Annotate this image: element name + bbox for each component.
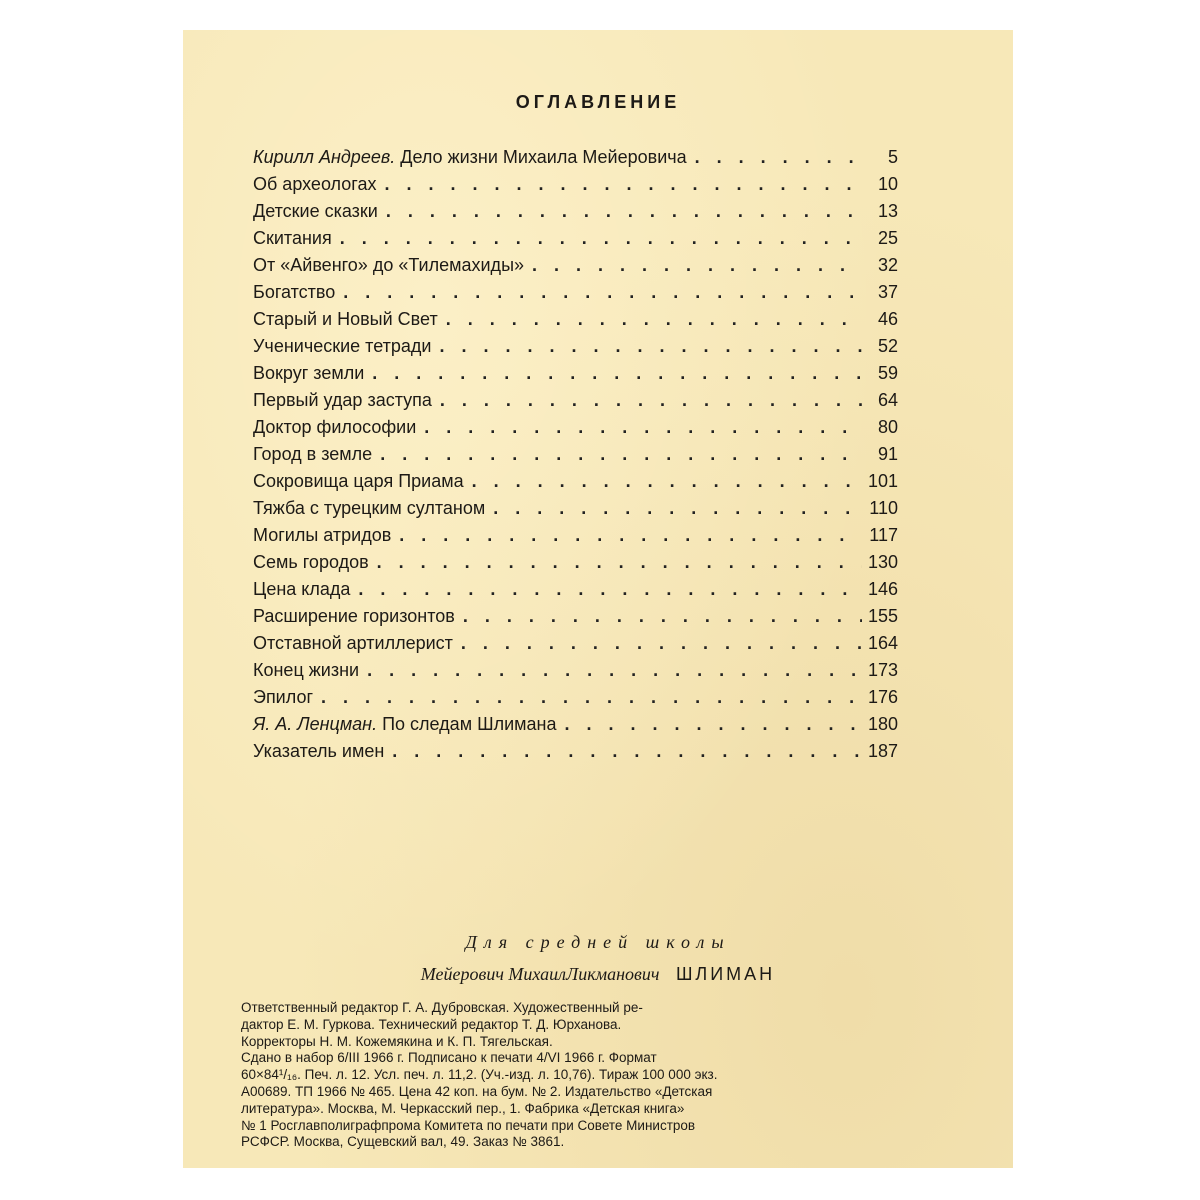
toc-entry-page: 176 <box>867 687 898 707</box>
toc-entry-text <box>253 336 439 357</box>
toc-entry-author: Кирилл Андреев. <box>253 147 396 167</box>
toc-entry-title: Детские сказки <box>253 201 378 221</box>
dot-leader <box>343 283 862 301</box>
toc-entry <box>253 174 898 201</box>
toc-entry-page: 173 <box>867 660 898 680</box>
toc-entry-text <box>253 309 446 330</box>
toc-entry-author: Я. А. Ленцман. <box>253 714 378 734</box>
dot-leader <box>461 634 862 652</box>
toc-entry-text <box>253 390 440 411</box>
dot-leader <box>446 310 862 328</box>
toc-entry-title: Доктор философии <box>253 417 417 437</box>
toc-entry-text <box>253 714 564 735</box>
toc-entry-title: Тяжба с турецким султаном <box>253 498 486 518</box>
toc-entry <box>253 714 898 741</box>
toc-entry-page: 37 <box>877 282 898 302</box>
toc-title: ОГЛАВЛЕНИЕ <box>515 92 681 112</box>
toc-entry <box>253 417 898 444</box>
toc-entry-title: Об археологах <box>253 174 377 194</box>
toc-entry-title: Эпилог <box>253 687 314 707</box>
toc-entry-title: Расширение горизонтов <box>253 606 455 626</box>
toc-entry <box>253 579 898 606</box>
toc-entry-text <box>253 147 695 168</box>
toc-entry-page: 64 <box>877 390 898 410</box>
toc-entry-title: Первый удар заступа <box>253 390 432 410</box>
toc-entry <box>253 282 898 309</box>
toc-entry-title: Цена клада <box>253 579 351 599</box>
toc-entry-text <box>253 282 343 303</box>
toc-entry <box>253 498 898 525</box>
toc-entry-page: 101 <box>867 471 898 491</box>
toc-entry-page: 180 <box>867 714 898 734</box>
toc-entry-text <box>253 552 377 573</box>
toc-entry <box>253 390 898 417</box>
toc-entry-page: 5 <box>887 147 898 167</box>
imprint-line: дактор Е. М. Гуркова. Технический редактор Т. Д. Юрханова. <box>241 1016 622 1032</box>
dot-leader <box>340 229 862 247</box>
imprint-line: 60×84¹/₁₆. Печ. л. 12. Усл. печ. л. 11,2. (Уч.-изд. л. 10,76). Тираж 100 000 экз. <box>241 1067 718 1083</box>
toc-entry-text <box>253 606 463 627</box>
toc-entry-text <box>253 741 392 762</box>
toc-entry <box>253 660 898 687</box>
toc-entry <box>253 228 898 255</box>
toc-entry-page: 146 <box>867 579 898 599</box>
toc-entry-text <box>253 525 399 546</box>
toc-entry-text <box>253 444 380 465</box>
toc-entry-title: Дело жизни Михаила Мейеровича <box>400 147 687 167</box>
author-name: Мейерович МихаилЛикманович <box>420 964 660 984</box>
imprint-line: Сдано в набор 6/III 1966 г. Подписано к печати 4/VI 1966 г. Формат <box>241 1050 657 1066</box>
toc-entry-text <box>253 498 493 519</box>
toc-entry-text <box>253 417 424 438</box>
toc-entry <box>253 201 898 228</box>
toc-entry-title: Отставной артиллерист <box>253 633 453 653</box>
toc-entry-title: Богатство <box>253 282 336 302</box>
dot-leader <box>386 202 862 220</box>
toc-entry-title: Старый и Новый Свет <box>253 309 438 329</box>
toc-entry-page: 110 <box>869 498 898 518</box>
book-title: ШЛИМАН <box>675 964 776 984</box>
dot-leader <box>695 148 862 166</box>
dot-leader <box>463 607 862 625</box>
imprint-line: литература». Москва, М. Черкасский пер., 1. Фабрика «Детская книга» <box>241 1100 685 1116</box>
toc-entry-page: 130 <box>867 552 898 572</box>
book-page <box>183 30 1013 1168</box>
toc-entry-title: Сокровища царя Приама <box>253 471 464 491</box>
author-title-line <box>183 964 1013 985</box>
toc-entry <box>253 336 898 363</box>
toc-entry-title: Семь городов <box>253 552 369 572</box>
imprint-line: Ответственный редактор Г. А. Дубровская. Художественный ре- <box>241 1000 643 1015</box>
toc-entry <box>253 309 898 336</box>
toc-entry-page: 117 <box>869 525 898 545</box>
dot-leader <box>472 472 862 490</box>
toc-entry <box>253 363 898 390</box>
imprint-block <box>241 1000 891 1151</box>
toc-entry-text <box>253 255 532 276</box>
toc-entry <box>253 147 898 174</box>
toc-entry-page: 46 <box>877 309 898 329</box>
toc-entry-text <box>253 579 358 600</box>
toc-entry-page: 52 <box>877 336 898 356</box>
toc-entry-text <box>253 228 340 249</box>
toc-entry-page: 80 <box>877 417 898 437</box>
toc-entry-text <box>253 174 384 195</box>
dot-leader <box>424 418 862 436</box>
toc-entry <box>253 606 898 633</box>
toc-entry-title: Город в земле <box>253 444 373 464</box>
dot-leader <box>321 688 862 706</box>
toc-entry-page: 164 <box>867 633 898 653</box>
dot-leader <box>384 175 862 193</box>
toc-entry-text <box>253 687 321 708</box>
toc-entry-text <box>253 201 386 222</box>
dot-leader <box>377 553 862 571</box>
toc-entry-page: 155 <box>867 606 898 626</box>
toc-entry <box>253 444 898 471</box>
toc-entry-page: 187 <box>867 741 898 761</box>
toc-entry-text <box>253 633 461 654</box>
toc-entry <box>253 552 898 579</box>
dot-leader <box>372 364 862 382</box>
toc-entry <box>253 633 898 660</box>
toc-entry-page: 25 <box>877 228 898 248</box>
toc-list <box>253 147 898 768</box>
imprint-line: РСФСР. Москва, Сущевский вал, 49. Заказ № 3861. <box>241 1134 565 1150</box>
toc-entry-title: Скитания <box>253 228 332 248</box>
dot-leader <box>439 337 862 355</box>
toc-entry-text <box>253 363 372 384</box>
dot-leader <box>440 391 862 409</box>
toc-entry-page: 13 <box>877 201 898 221</box>
toc-entry <box>253 525 898 552</box>
toc-entry-page: 59 <box>877 363 898 383</box>
toc-entry-page: 10 <box>877 174 898 194</box>
toc-entry-title: Вокруг земли <box>253 363 365 383</box>
toc-entry <box>253 741 898 768</box>
imprint-line: Корректоры Н. М. Кожемякина и К. П. Тягельская. <box>241 1033 553 1049</box>
dot-leader <box>367 661 862 679</box>
toc-entry <box>253 255 898 282</box>
dot-leader <box>493 499 862 517</box>
toc-entry <box>253 687 898 714</box>
audience-line: Для средней школы <box>465 932 731 952</box>
toc-entry-page: 91 <box>877 444 898 464</box>
toc-entry-title: Ученические тетради <box>253 336 432 356</box>
toc-entry-title: Могилы атридов <box>253 525 392 545</box>
toc-entry-page: 32 <box>877 255 898 275</box>
toc-entry-title: По следам Шлимана <box>382 714 557 734</box>
imprint-line: № 1 Росглавполиграфпрома Комитета по печати при Совете Министров <box>241 1117 696 1133</box>
toc-entry-title: Указатель имен <box>253 741 385 761</box>
toc-entry <box>253 471 898 498</box>
toc-entry-title: Конец жизни <box>253 660 360 680</box>
dot-leader <box>380 445 862 463</box>
toc-entry-text <box>253 471 472 492</box>
dot-leader <box>392 742 862 760</box>
imprint-line: А00689. ТП 1966 № 465. Цена 42 коп. на бум. № 2. Издательство «Детская <box>241 1083 713 1099</box>
dot-leader <box>399 526 862 544</box>
dot-leader <box>532 256 862 274</box>
toc-entry-title: От «Айвенго» до «Тилемахиды» <box>253 255 525 275</box>
dot-leader <box>358 580 862 598</box>
dot-leader <box>564 715 862 733</box>
toc-entry-text <box>253 660 367 681</box>
